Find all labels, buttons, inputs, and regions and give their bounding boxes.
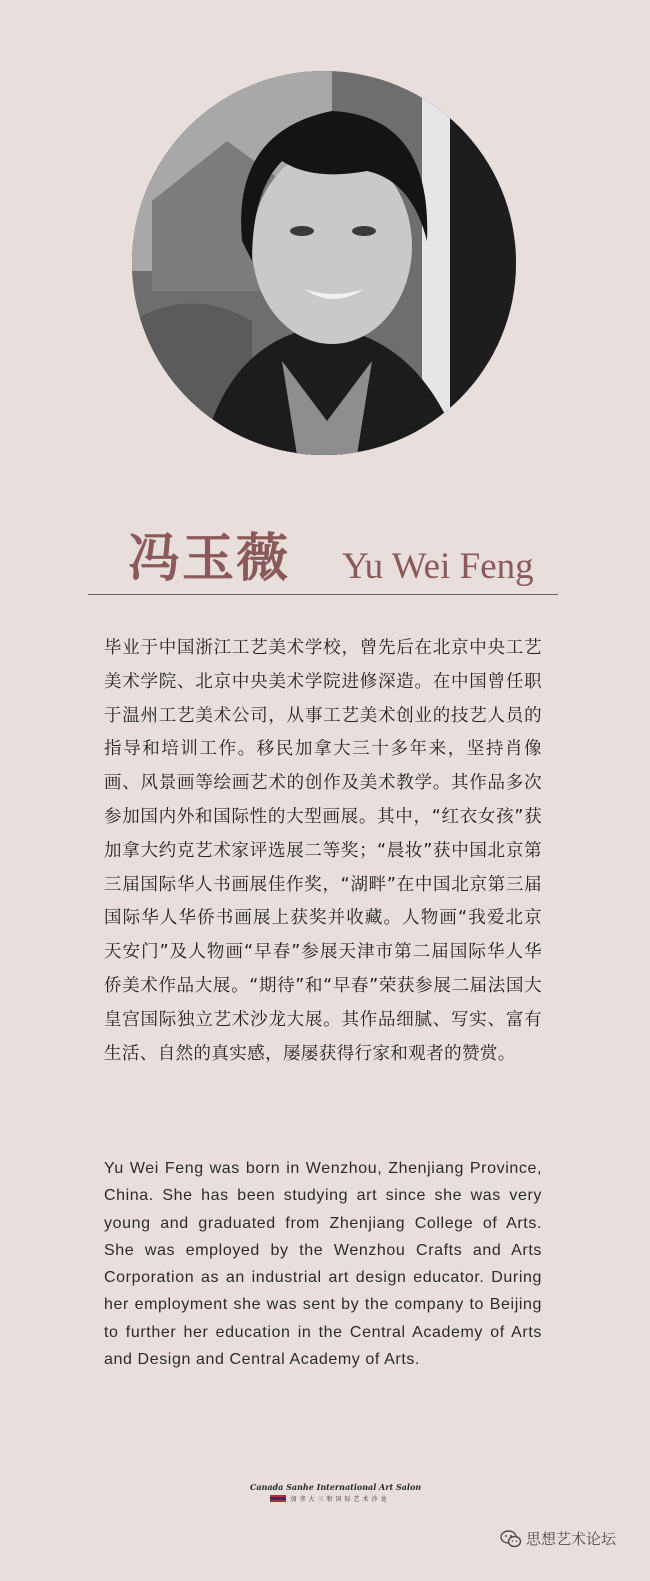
artist-name-chinese: 冯玉薇 <box>128 528 291 589</box>
biography-english: Yu Wei Feng was born in Wenzhou, Zhenjiang Province, China. She has been studying art since she was very young and graduated from Zhenjiang College of Arts. She was employed by the Wenzhou Crafts and Arts Corporation as an industrial art design educator. During her employment she was sent by the company to Beijing to further her education in the Central Academy of Arts and Design and Central Academy of Arts. <box>104 1160 542 1369</box>
name-divider <box>88 594 558 595</box>
biography-chinese: 毕业于中国浙江工艺美术学校，曾先后在北京中央工艺美术学院、北京中央美术学院进修深造。在中国曾任职于温州工艺美术公司，从事工艺美术创业的技艺人员的指导和培训工作。移民加拿大三十多年来，坚持肖像画、风景画等绘画艺术的创作及美术教学。其作品多次参加国内外和国际性的大型画展。其中，“红衣女孩”获加拿大约克艺术家评选展二等奖；“晨妆”获中国北京第三届国际华人书画展佳作奖，“湖畔”在中国北京第三届国际华人华侨书画展上获奖并收藏。人物画“我爱北京天安门”及人物画“早春”参展天津市第二届国际华人华侨美术作品大展。“期待”和“早春”荣获参展二届法国大皇宫国际独立艺术沙龙大展。其作品细腻、写实、富有生活、自然的真实感，屡屡获得行家和观者的赞赏。 <box>104 638 542 1064</box>
salon-logo <box>250 1482 422 1503</box>
wechat-icon <box>500 1530 522 1548</box>
name-heading <box>0 525 650 595</box>
salon-name-english: Canada Sanhe International Art Salon <box>250 1482 422 1492</box>
portrait-illustration <box>132 71 516 455</box>
artist-name-english: Yu Wei Feng <box>342 546 534 587</box>
watermark-text: 思想艺术论坛 <box>526 1530 617 1548</box>
flag-icon <box>270 1495 286 1502</box>
watermark <box>500 1528 616 1549</box>
salon-name-chinese: 加拿大三和国际艺术沙龙 <box>290 1496 390 1503</box>
artist-portrait <box>132 71 516 455</box>
